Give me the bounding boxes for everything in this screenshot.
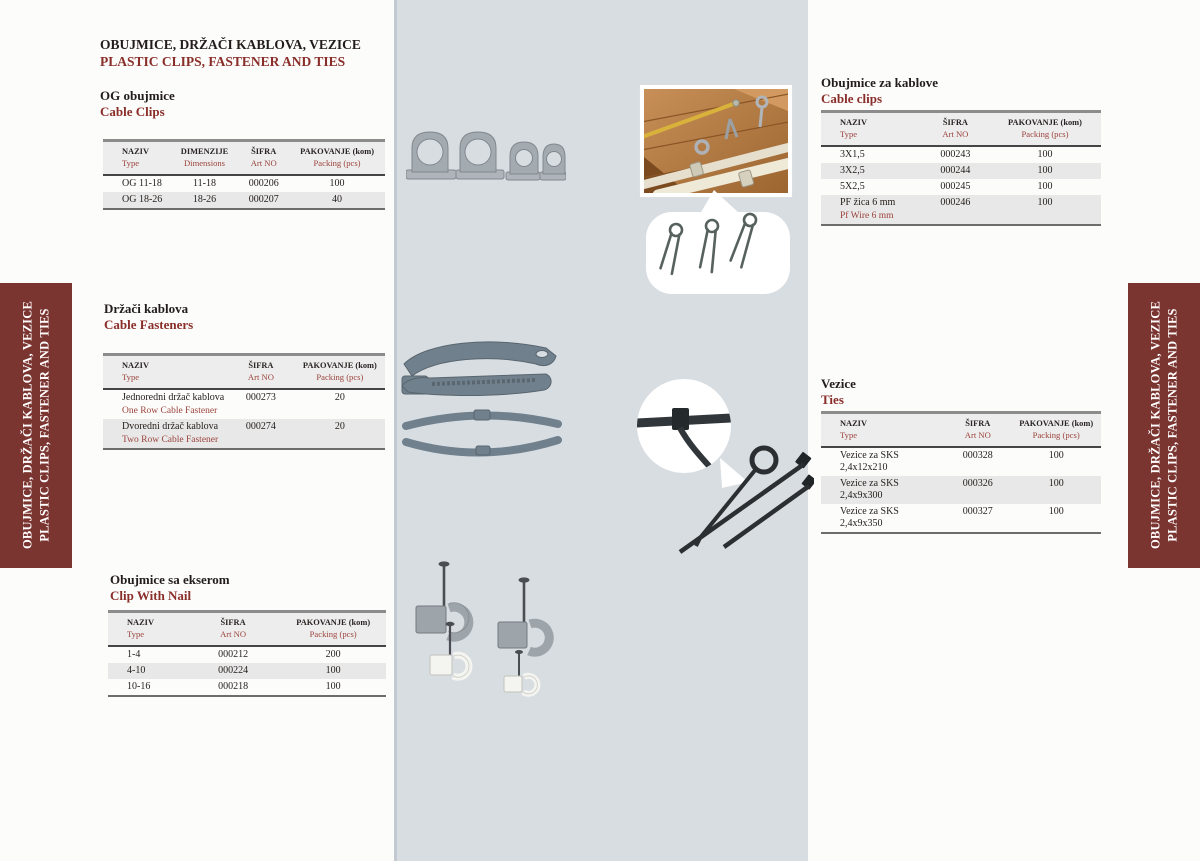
table-cell: 5X2,5 [840, 181, 865, 192]
table-cell: Vezice za SKS 2,4x9x350 [840, 506, 899, 529]
table-cell: 10-16 [127, 681, 151, 692]
table-row [821, 195, 1101, 225]
section-cable-clips-title-sr: Obujmice za kablove [821, 75, 938, 90]
table-cell: Dvoredni držač kablova Two Row Cable Fastener [122, 421, 219, 445]
clips-with-nail-product-image [408, 556, 588, 706]
side-tab-line-sr: OBUJMICE, DRŽAČI KABLOVA, VEZICE [1148, 301, 1163, 549]
ties-table-wrap [821, 411, 1101, 534]
side-tab-right [1128, 283, 1200, 568]
fasteners-table-wrap [103, 353, 385, 450]
table-row [103, 389, 385, 419]
table-row [821, 179, 1101, 195]
table-cell: Vezice za SKS 2,4x9x300 [840, 478, 899, 501]
page-title [100, 36, 361, 70]
table-cell: 3X1,5 [840, 149, 865, 160]
table-cell: 000224 [218, 665, 249, 676]
side-tab-line-en: PLASTIC CLIPS, FASTENER AND TIES [37, 308, 52, 542]
table-cell: 000218 [218, 681, 249, 692]
side-tab-line-en: PLASTIC CLIPS, FASTENER AND TIES [1165, 308, 1180, 542]
table-row [103, 419, 385, 449]
og-cable-clips-product-image [406, 128, 566, 186]
table-cell: 100 [1048, 450, 1064, 461]
table-cell: PF žica 6 mm Pf Wire 6 mm [840, 197, 896, 221]
section-og-heading [100, 88, 175, 120]
table-cell: 20 [334, 421, 345, 432]
table-row [821, 447, 1101, 476]
table-cell: 100 [325, 681, 341, 692]
table-cell: 200 [325, 649, 341, 660]
table-row [103, 175, 385, 192]
column-header: ŠIFRA Art NO [227, 355, 295, 390]
section-cable-clips-title-en: Cable clips [821, 91, 883, 106]
table-cell: 1-4 [127, 649, 141, 660]
column-header: PAKOVANJE (kom) Packing (pcs) [280, 612, 386, 647]
column-header: ŠIFRA Art NO [944, 413, 1011, 448]
section-ties-title-sr: Vezice [821, 376, 856, 391]
column-header: NAZIV Type [108, 612, 186, 647]
table-cell: Vezice za SKS 2,4x12x210 [840, 450, 899, 473]
nail-clips-table [108, 610, 386, 697]
page-title-en: PLASTIC CLIPS, FASTENER AND TIES [100, 54, 346, 69]
table-cell: 11-18 [193, 178, 216, 189]
section-og-title-en: Cable Clips [100, 104, 165, 119]
table-cell: 4-10 [127, 665, 146, 676]
table-cell: 100 [329, 178, 345, 189]
table-cell: 000244 [940, 165, 971, 176]
table-cell: 100 [1048, 506, 1064, 517]
table-row [103, 192, 385, 209]
table-cell: 000274 [245, 421, 276, 432]
section-ties-heading [821, 376, 856, 408]
table-cell: 000206 [248, 178, 279, 189]
table-cell: OG 18-26 [122, 194, 163, 205]
cable-ties-product-image [628, 374, 814, 570]
installation-photo [640, 85, 792, 197]
column-header: NAZIV Type [821, 112, 922, 147]
table-cell: 100 [1037, 149, 1053, 160]
table-cell: 000245 [940, 181, 971, 192]
og-clips-table-wrap [103, 139, 385, 210]
table-cell: 000246 [940, 197, 971, 208]
og-clips-table [103, 139, 385, 210]
side-tab-left-text [1, 283, 73, 568]
table-row [108, 646, 386, 663]
column-header: DIMENZIJE Dimensions [171, 141, 239, 176]
section-fasteners-heading [104, 301, 193, 333]
section-nail-title-sr: Obujmice sa ekserom [110, 572, 230, 587]
column-header: ŠIFRA Art NO [922, 112, 989, 147]
table-cell: 18-26 [192, 194, 217, 205]
cable-clips-table [821, 110, 1101, 226]
table-cell: 000207 [248, 194, 279, 205]
table-row [821, 504, 1101, 533]
table-cell: 000328 [962, 450, 993, 461]
page-title-sr: OBUJMICE, DRŽAČI KABLOVA, VEZICE [100, 37, 361, 52]
table-cell: Jednoredni držač kablova One Row Cable Fastener [122, 392, 225, 416]
table-cell: 000243 [940, 149, 971, 160]
table-cell: 100 [325, 665, 341, 676]
table-cell: 100 [1037, 181, 1053, 192]
table-cell: 100 [1037, 165, 1053, 176]
section-cable-clips-heading [821, 75, 938, 107]
table-cell: OG 11-18 [122, 178, 162, 189]
table-cell: 000327 [962, 506, 993, 517]
table-cell: 100 [1037, 197, 1053, 208]
table-row [108, 663, 386, 679]
table-cell: 000212 [218, 649, 249, 660]
section-nail-heading [110, 572, 230, 604]
column-header: PAKOVANJE (kom) Packing (pcs) [289, 141, 385, 176]
table-cell: 3X2,5 [840, 165, 865, 176]
column-header: PAKOVANJE (kom) Packing (pcs) [1011, 413, 1101, 448]
ties-table [821, 411, 1101, 534]
callout-arrow [700, 190, 740, 214]
fasteners-table [103, 353, 385, 450]
section-fasteners-title-sr: Držači kablova [104, 301, 189, 316]
table-cell: 40 [332, 194, 343, 205]
table-row [108, 679, 386, 696]
table-cell: 000273 [245, 392, 276, 403]
pf-wire-clips-callout [646, 212, 790, 294]
table-row [821, 146, 1101, 163]
section-fasteners-title-en: Cable Fasteners [104, 317, 194, 332]
table-cell: 20 [334, 392, 345, 403]
side-tab-left [0, 283, 72, 568]
column-header: NAZIV Type [821, 413, 944, 448]
nail-clips-table-wrap [108, 610, 386, 697]
column-header: PAKOVANJE (kom) Packing (pcs) [989, 112, 1101, 147]
table-row [821, 163, 1101, 179]
section-ties-title-en: Ties [821, 392, 844, 407]
cable-fasteners-product-image [396, 334, 571, 469]
cable-clips-table-wrap [821, 110, 1101, 226]
side-tab-line-sr: OBUJMICE, DRŽAČI KABLOVA, VEZICE [20, 301, 35, 549]
column-header: NAZIV Type [103, 141, 171, 176]
side-tab-right-text [1129, 283, 1200, 568]
section-nail-title-en: Clip With Nail [110, 588, 192, 603]
column-header: ŠIFRA Art NO [186, 612, 281, 647]
section-og-title-sr: OG obujmice [100, 88, 175, 103]
table-cell: 100 [1048, 478, 1064, 489]
column-header: ŠIFRA Art NO [238, 141, 289, 176]
table-row [821, 476, 1101, 504]
column-header: NAZIV Type [103, 355, 227, 390]
column-header: PAKOVANJE (kom) Packing (pcs) [295, 355, 385, 390]
table-cell: 000326 [962, 478, 993, 489]
